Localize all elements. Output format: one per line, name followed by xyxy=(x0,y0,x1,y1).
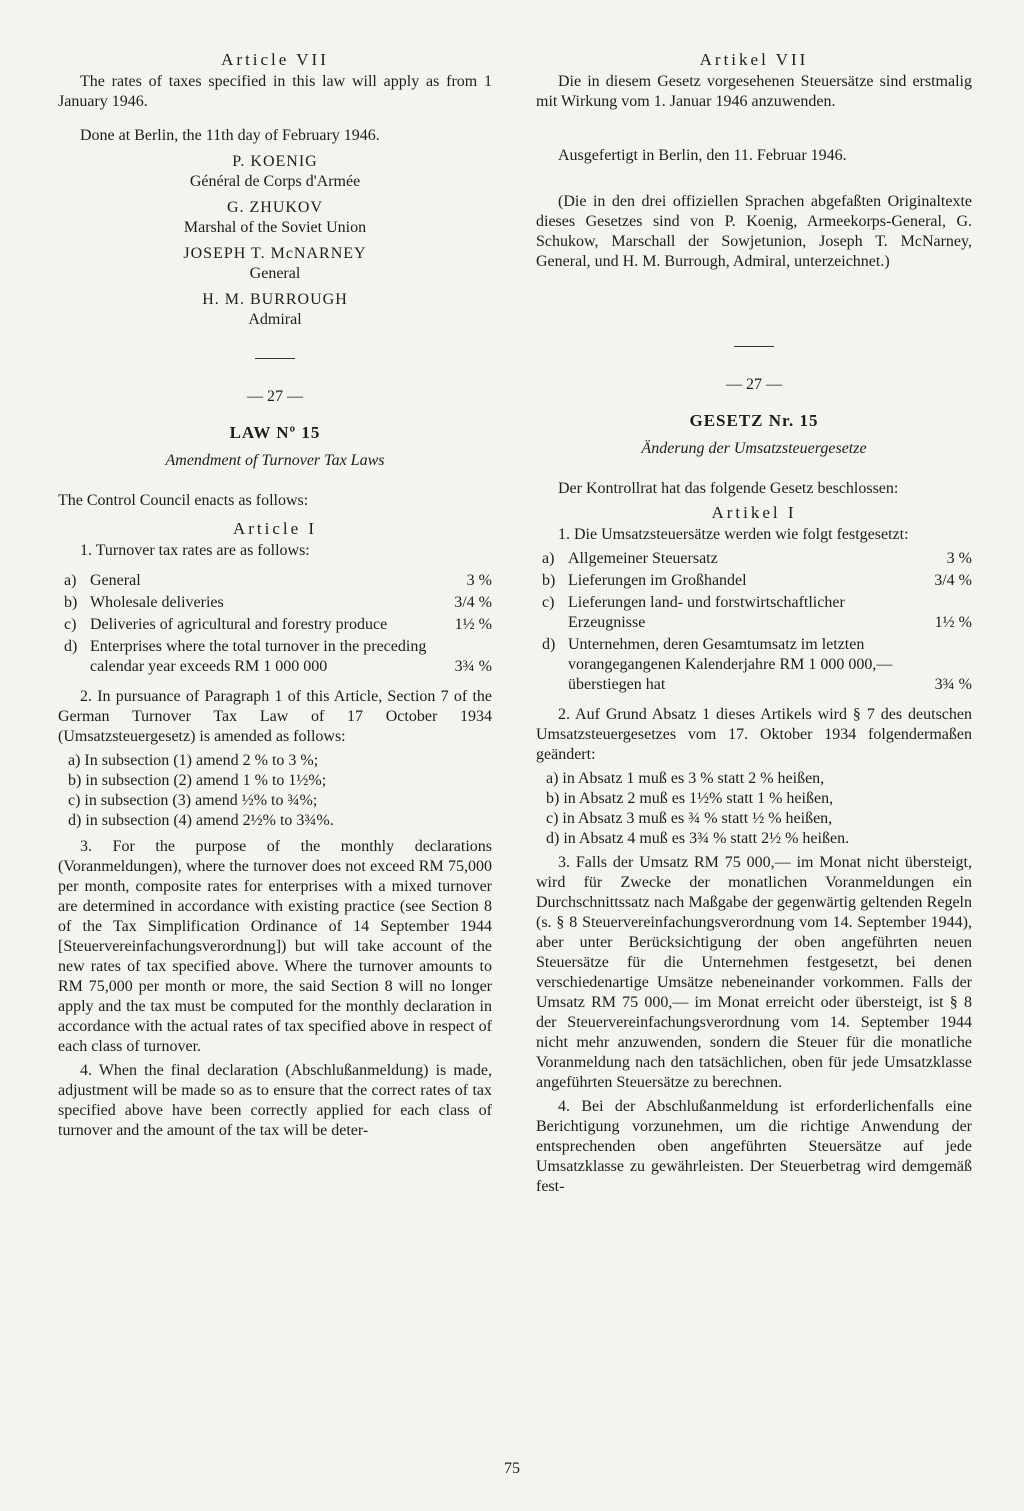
signatory-title: Marshal of the Soviet Union xyxy=(183,219,367,236)
amend-item: c) in subsection (3) amend ½% to ¾%; xyxy=(68,792,318,809)
artikel7-heading: Artikel VII xyxy=(699,50,809,69)
list-item xyxy=(542,635,972,695)
paragraph-3: 3. Falls der Umsatz RM 75 000,— im Monat nicht übersteigt, wird für Zwecke der monatlichen Voranmeldungen ein Durchschnittssatz nach Maßgabe der gegenwärtig geltenden Regeln (s. § 8 Steuervereinfachungsverordnung vom 14. September 1944), aber unter Berücksichtigung der oben angeführten neuen Steuersätze für die Unternehmen festgesetzt, bei denen verschiedenartige Umsätze nebeneinander vorkommen. Falls der Umsatz RM 75 000,— im Monat erreicht oder übersteigt, ist § 8 der Steuervereinfachungsverordnung vom 14. September 1944 nicht mehr anzuwenden, sondern die Steuer für die monatliche Voranmeldung nach den tatsächlichen, oben für jede Umsatzklasse angeführten Steuersätze zu berechnen. xyxy=(536,854,972,1091)
item-rate: 3¾ % xyxy=(934,676,972,693)
item-text: Allgemeiner Steuersatz xyxy=(568,550,718,567)
item-label: d) xyxy=(542,636,556,653)
list-item xyxy=(64,571,492,591)
english-column xyxy=(58,50,492,1145)
amend-item: b) in subsection (2) amend 1 % to 1½%; xyxy=(68,772,327,789)
page-number: 75 xyxy=(504,1460,520,1477)
signatory-title: Admiral xyxy=(248,311,302,328)
artikel1-heading: Artikel I xyxy=(711,503,797,522)
item-rate: 3¾ % xyxy=(454,658,492,675)
article7-heading: Article VII xyxy=(221,50,329,69)
divider xyxy=(255,358,295,359)
paragraph-1-intro: 1. Die Umsatzsteuersätze werden wie folgt festgesetzt: xyxy=(558,526,909,543)
paragraph-4: 4. When the final declaration (Abschlußanmeldung) is made, adjustment will be made so as to ensure that the correct rates of tax specified above have been correctly applied for each class of turnover and the amount of the tax will be deter- xyxy=(58,1062,492,1139)
enacts-text: The Control Council enacts as follows: xyxy=(58,492,309,509)
paragraph-4: 4. Bei der Abschlußanmeldung ist erforderlichenfalls eine Berichtigung vorzunehmen, um die richtige Anwendung der entsprechenden oben angeführten Steuersätze auf jede Umsatzklasse zu gewährleisten. Der Steuerbetrag wird demgemäß fest- xyxy=(536,1098,972,1195)
item-rate: 3/4 % xyxy=(934,572,972,589)
paragraph-2-intro: 2. In pursuance of Paragraph 1 of this Article, Section 7 of the German Turnover Tax Law of 17 October 1934 (Umsatzsteuergesetz) is amended as follows: xyxy=(58,688,492,745)
artikel7-text: Die in diesem Gesetz vorgesehenen Steuersätze sind erstmalig mit Wirkung vom 1. Januar 1946 anzuwenden. xyxy=(536,73,972,110)
item-label: c) xyxy=(64,616,77,633)
signatory-name: H. M. BURROUGH xyxy=(202,291,348,308)
amend-item: a) In subsection (1) amend 2 % to 3 %; xyxy=(68,752,319,769)
done-at: Done at Berlin, the 11th day of February 1946. xyxy=(80,127,380,144)
enacts-text: Der Kontrollrat hat das folgende Gesetz beschlossen: xyxy=(558,480,899,497)
rates-list xyxy=(542,549,972,695)
page-marker: — 27 — xyxy=(726,376,782,393)
list-item xyxy=(64,637,492,677)
signatory-name: G. ZHUKOV xyxy=(226,199,324,216)
article7-text: The rates of taxes specified in this law will apply as from 1 January 1946. xyxy=(58,73,492,110)
law-subtitle: Änderung der Umsatzsteuergesetze xyxy=(641,440,867,457)
item-text: Lieferungen land- und forstwirtschaftlicher Erzeugnisse xyxy=(568,594,845,631)
law-subtitle: Amendment of Turnover Tax Laws xyxy=(165,452,385,469)
signatory-title: General xyxy=(249,265,301,282)
item-label: a) xyxy=(64,572,77,589)
item-text: Deliveries of agricultural and forestry produce xyxy=(90,616,388,633)
list-item xyxy=(542,549,972,569)
list-item xyxy=(64,593,492,613)
signature-note: (Die in den drei offiziellen Sprachen abgefaßten Originaltexte dieses Gesetzes sind von P. Koenig, Armeekorps-General, G. Schukow, Marschall der Sowjetunion, Joseph T. McNarney, General, und H. M. Burrough, Admiral, unterzeichnet.) xyxy=(536,193,972,270)
paragraph-2-intro: 2. Auf Grund Absatz 1 dieses Artikels wird § 7 des deutschen Umsatzsteuergesetzes vom 17. Oktober 1934 folgendermaßen geändert: xyxy=(536,706,972,763)
list-item xyxy=(542,593,972,633)
item-label: a) xyxy=(542,550,555,567)
list-item xyxy=(542,571,972,591)
item-rate: 3/4 % xyxy=(454,594,492,611)
item-label: b) xyxy=(542,572,556,589)
list-item xyxy=(64,615,492,635)
item-rate: 3 % xyxy=(466,572,492,589)
item-label: c) xyxy=(542,594,555,611)
paragraph-3: 3. For the purpose of the monthly declarations (Voranmeldungen), where the turnover does not exceed RM 75,000 per month, composite rates for enterprises with a mixed turnover are determined in accordance with existing practice (see Section 8 of the Tax Simplification Ordinance of 14 September 1944 [Steuervereinfachungsverordnung]) but will take account of the new rates of tax specified above. Where the turnover amounts to RM 75,000 per month or more, the said Section 8 will no longer apply and the tax must be computed for the monthly declaration in accordance with the actual rates of tax specified above in respect of each class of turnover. xyxy=(58,838,492,1055)
amend-item: a) in Absatz 1 muß es 3 % statt 2 % heißen, xyxy=(546,770,825,787)
divider xyxy=(734,346,774,347)
item-label: d) xyxy=(64,638,78,655)
signatory-name: JOSEPH T. McNARNEY xyxy=(183,245,367,262)
amend-item: b) in Absatz 2 muß es 1½% statt 1 % heißen, xyxy=(546,790,834,807)
page-marker: — 27 — xyxy=(247,388,303,405)
signatures xyxy=(58,152,492,330)
item-rate: 3 % xyxy=(946,550,972,567)
item-text: Unternehmen, deren Gesamtumsatz im letzten vorangegangenen Kalenderjahre RM 1 000 000,— überstiegen hat xyxy=(568,636,893,693)
item-rate: 1½ % xyxy=(454,616,492,633)
rates-list xyxy=(64,571,492,677)
item-text: Enterprises where the total turnover in the preceding calendar year exceeds RM 1 000 000 xyxy=(90,638,427,675)
item-label: b) xyxy=(64,594,78,611)
item-text: Wholesale deliveries xyxy=(90,594,224,611)
law-title: LAW Nº 15 xyxy=(229,423,321,442)
amend-item: d) in subsection (4) amend 2½% to 3¾%. xyxy=(68,812,334,829)
item-text: Lieferungen im Großhandel xyxy=(568,572,747,589)
paragraph-1-intro: 1. Turnover tax rates are as follows: xyxy=(80,542,310,559)
amend-item: d) in Absatz 4 muß es 3¾ % statt 2½ % heißen. xyxy=(546,830,850,847)
signatory-title: Général de Corps d'Armée xyxy=(189,173,361,190)
german-column xyxy=(536,50,972,1201)
item-text: General xyxy=(90,572,141,589)
item-rate: 1½ % xyxy=(934,614,972,631)
law-title: GESETZ Nr. 15 xyxy=(689,411,819,430)
article1-heading: Article I xyxy=(232,519,318,538)
amend-item: c) in Absatz 3 muß es ¾ % statt ½ % heißen, xyxy=(546,810,833,827)
done-at: Ausgefertigt in Berlin, den 11. Februar 1946. xyxy=(558,147,847,164)
signatory-name: P. KOENIG xyxy=(232,153,318,170)
